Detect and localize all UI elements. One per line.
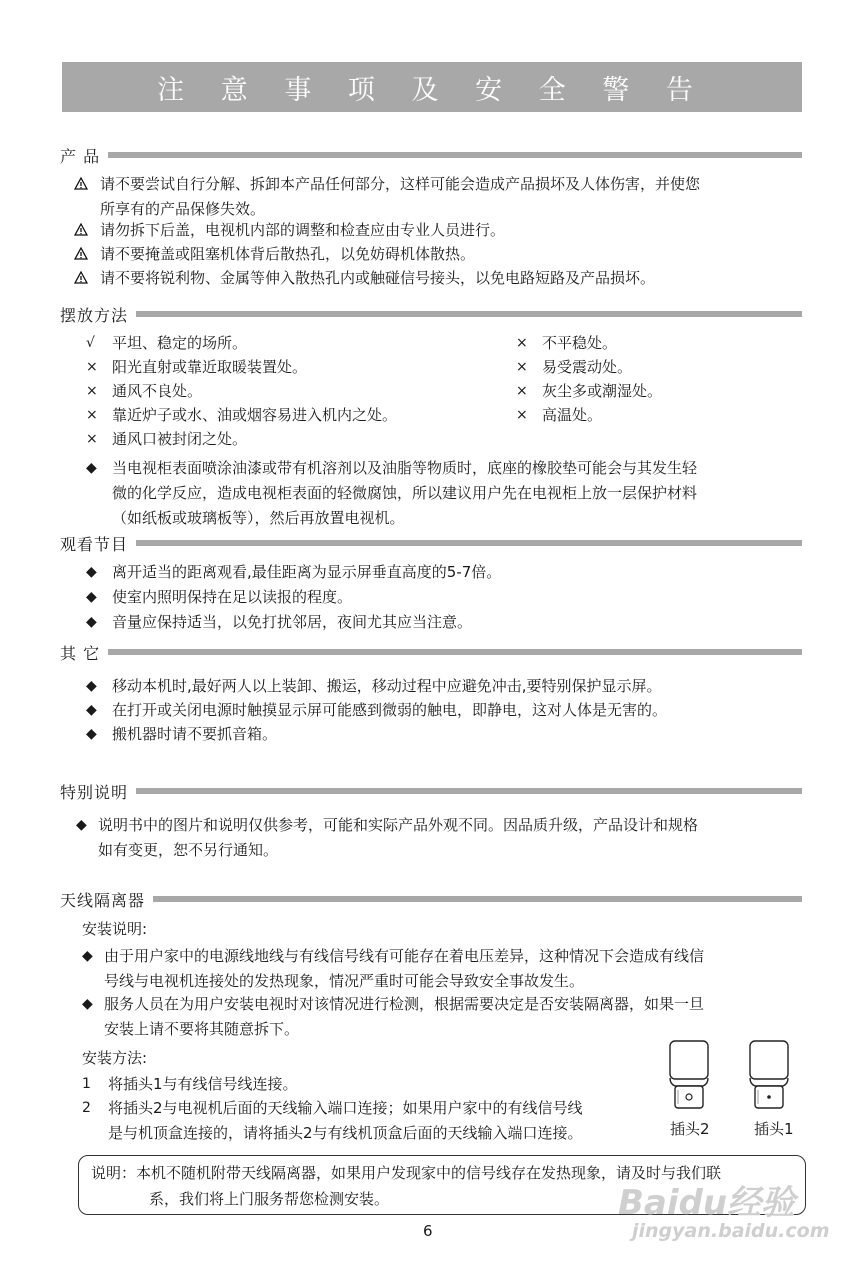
list-item: ◆ 音量应保持适当，以免打扰邻居，夜间尤其应当注意。 — [86, 610, 802, 635]
diamond-bullet-icon: ◆ — [82, 996, 93, 1012]
section-divider — [108, 649, 802, 655]
diamond-bullet-icon: ◆ — [86, 564, 97, 580]
page-number: 6 — [423, 1222, 433, 1240]
antenna-note-box: 说明：本机不随机附带天线隔离器，如果用户发现家中的信号线存在发热现象，请及时与我们联 系，我们将上门服务帮您检测安装。 — [78, 1155, 806, 1215]
cross-icon: × — [516, 383, 528, 399]
section-divider — [136, 311, 802, 317]
cross-icon: × — [516, 359, 528, 375]
cross-icon: × — [86, 359, 98, 375]
watermark-logo: Baidu经验 — [618, 1183, 796, 1223]
cross-icon: × — [86, 407, 98, 423]
cross-icon: × — [516, 335, 528, 351]
plug-1-icon — [744, 1038, 794, 1118]
list-item: × 灰尘多或潮湿处。 — [516, 379, 796, 404]
section-header-product — [60, 144, 802, 166]
section-header-other — [60, 641, 802, 663]
section-divider — [153, 896, 802, 902]
list-item: 请不要尝试自行分解、拆卸本产品任何部分，这样可能会造成产品损坏及人体伤害，并使您 所享有的产品保修失效。 — [74, 172, 804, 222]
section-title: 产 品 — [60, 146, 101, 166]
section-title: 摆放方法 — [60, 305, 129, 325]
diamond-bullet-icon: ◆ — [86, 460, 97, 476]
list-item: × 不平稳处。 — [516, 331, 796, 356]
section-divider — [136, 540, 802, 546]
warning-icon — [74, 247, 88, 260]
section-title: 其 它 — [60, 643, 101, 663]
list-item: × 易受震动处。 — [516, 355, 796, 380]
list-item: × 通风不良处。 — [86, 379, 506, 404]
list-item: 请不要将锐利物、金属等伸入散热孔内或触碰信号接头，以免电路短路及产品损坏。 — [74, 266, 804, 291]
list-item: × 通风口被封闭之处。 — [86, 427, 506, 452]
diamond-bullet-icon: ◆ — [86, 726, 97, 742]
list-item: ◆ 在打开或关闭电源时触摸显示屏可能感到微弱的触电，即静电，这对人体是无害的。 — [86, 698, 802, 723]
section-header-placement — [60, 303, 802, 325]
list-item: 请不要掩盖或阻塞机体背后散热孔，以免妨碍机体散热。 — [74, 242, 804, 267]
list-item: ◆ 由于用户家中的电源线地线与有线信号线有可能存在着电压差异，这种情况下会造成有线信 号线与电视机连接处的发热现象，情况严重时可能会导致安全事故发生。 — [82, 944, 804, 994]
list-item: 2 将插头2与电视机后面的天线输入端口连接；如果用户家中的有线信号线 是与机顶盒连接的，请将插头2与有线机顶盒后面的天线输入端口连接。 — [82, 1099, 583, 1142]
warning-icon — [74, 223, 88, 236]
list-item: ◆ 搬机器时请不要抓音箱。 — [86, 722, 802, 747]
diamond-bullet-icon: ◆ — [86, 678, 97, 694]
plug-1-label: 插头1 — [754, 1120, 794, 1138]
cross-icon: × — [516, 407, 528, 423]
list-item: ◆ 使室内照明保持在足以读报的程度。 — [86, 585, 802, 610]
page-title: 注 意 事 项 及 安 全 警 告 — [62, 62, 802, 112]
install-method-label: 安装方法: — [82, 1049, 148, 1067]
plug-2-label: 插头2 — [670, 1120, 710, 1138]
diamond-bullet-icon: ◆ — [82, 948, 93, 964]
list-item: × 高温处。 — [516, 403, 796, 428]
section-header-special — [60, 780, 802, 802]
plug-2-icon — [664, 1038, 714, 1118]
list-item: √ 平坦、稳定的场所。 — [86, 331, 506, 356]
diamond-bullet-icon: ◆ — [86, 589, 97, 605]
list-item: ◆ 移动本机时,最好两人以上装卸、搬运，移动过程中应避免冲击,要特别保护显示屏。 — [86, 674, 802, 699]
section-title: 天线隔离器 — [60, 890, 146, 910]
cross-icon: × — [86, 431, 98, 447]
section-divider — [136, 788, 802, 794]
diamond-bullet-icon: ◆ — [86, 614, 97, 630]
section-divider — [108, 152, 802, 158]
diamond-bullet-icon: ◆ — [86, 702, 97, 718]
check-icon: √ — [86, 335, 95, 351]
list-item: ◆ 说明书中的图片和说明仅供参考，可能和实际产品外观不同。因品质升级，产品设计和规格 如有变更，恕不另行通知。 — [76, 813, 802, 863]
list-item: × 阳光直射或靠近取暖装置处。 — [86, 355, 506, 380]
list-item: ◆ 当电视柜表面喷涂油漆或带有机溶剂以及油脂等物质时，底座的橡胶垫可能会与其发生轻 微的化学反应，造成电视柜表面的轻微腐蚀，所以建议用户先在电视柜上放一层保护材料 （如纸板或玻璃板等），然后再放置电视机。 — [86, 456, 802, 531]
section-title: 观看节目 — [60, 534, 129, 554]
section-title: 特别说明 — [60, 782, 129, 802]
list-item: 1 将插头1与有线信号线连接。 — [82, 1075, 298, 1093]
list-item: × 靠近炉子或水、油或烟容易进入机内之处。 — [86, 403, 506, 428]
warning-icon — [74, 271, 88, 284]
section-header-antenna — [60, 888, 802, 910]
section-header-viewing — [60, 532, 802, 554]
list-item: 请勿拆下后盖，电视机内部的调整和检查应由专业人员进行。 — [74, 218, 804, 243]
list-item: ◆ 离开适当的距离观看,最佳距离为显示屏垂直高度的5-7倍。 — [86, 560, 802, 585]
diamond-bullet-icon: ◆ — [76, 817, 87, 833]
install-note-label: 安装说明: — [82, 920, 148, 938]
warning-icon — [74, 177, 88, 190]
list-item: ◆ 服务人员在为用户安装电视时对该情况进行检测，根据需要决定是否安装隔离器，如果一旦 安装上请不要将其随意拆下。 — [82, 992, 804, 1042]
watermark-url: jingyan.baidu.com — [632, 1220, 830, 1242]
cross-icon: × — [86, 383, 98, 399]
